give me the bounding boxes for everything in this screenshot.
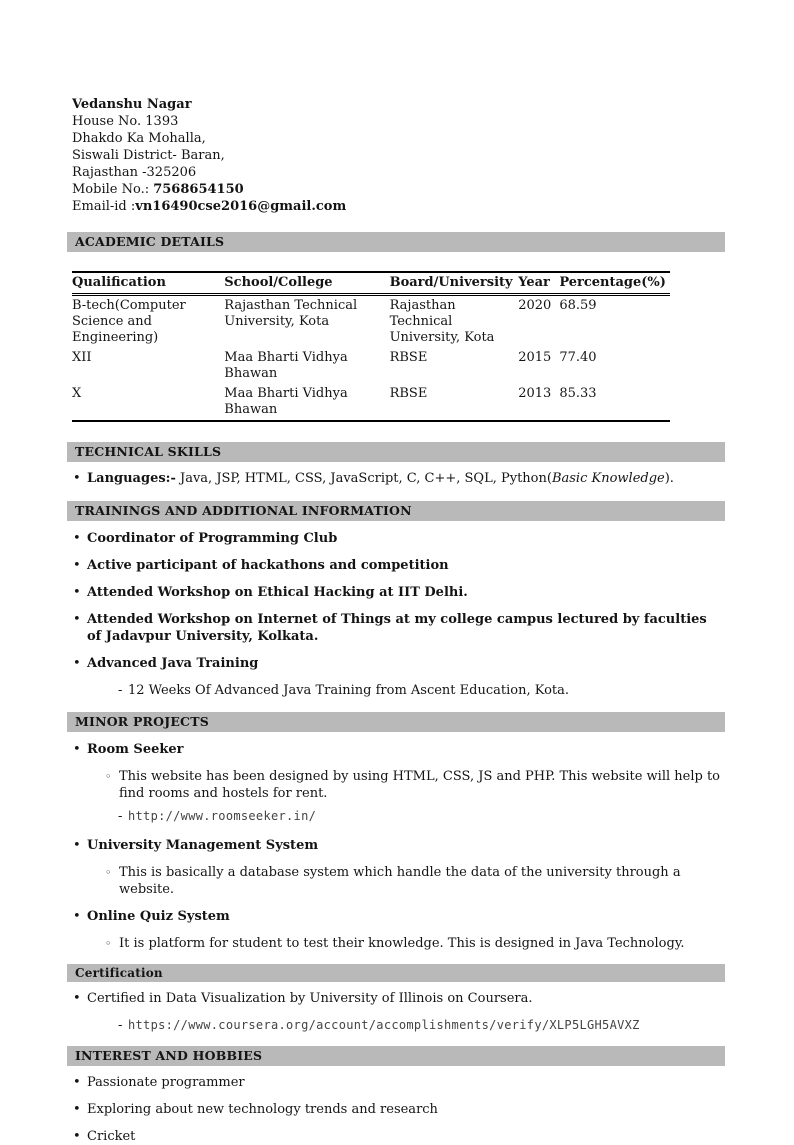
bullet-icon: • [73,656,81,671]
mobile-label: Mobile No.: [72,182,154,197]
col-header-board: Board/University [390,272,519,295]
section-header-certification [67,964,725,982]
certification-url-line [118,1017,725,1034]
table-header-row [72,272,670,295]
languages-text [87,470,725,487]
candidate-name: Vedanshu Nagar [72,97,192,112]
languages-label: Languages:- [87,471,176,486]
table-row [72,348,670,384]
address-line: House No. 1393 [72,114,179,129]
bullet-icon: • [73,1075,81,1090]
cell-percentage: 68.59 [559,298,597,313]
bullet-icon: • [73,1129,81,1144]
cell-qualification: B-tech(Computer Science and Engineering) [72,298,186,345]
project-name: • Online Quiz System [73,909,230,924]
section-header-technical-skills [67,442,725,462]
section-title: INTEREST AND HOBBIES [75,1048,263,1063]
circle-bullet-icon: ◦ [105,866,112,879]
bullet-icon: • [73,909,81,924]
list-item: • Advanced Java Training [73,656,259,671]
list-item: • Attended Workshop on Internet of Things at my college campus lectured by faculties of Jadavpur University, Kolkata. [73,612,707,644]
cell-school: Rajasthan Technical University, Kota [224,298,358,329]
list-subitem: - 12 Weeks Of Advanced Java Training from Ascent Education, Kota. [118,683,570,698]
cell-year: 2013 [518,386,552,401]
list-item-languages [73,470,725,487]
languages-suffix: ). [664,471,674,486]
list-item: • Active participant of hackathons and competition [73,558,449,573]
section-header-interest-hobbies [67,1046,725,1066]
address-line: Dhakdo Ka Mohalla, [72,131,206,146]
email-label: Email-id : [72,199,136,214]
project-description: ◦ This website has been designed by using HTML, CSS, JS and PHP. This website will help to find rooms and hostels for rent. [105,769,721,801]
hobbies-list [67,1074,725,1145]
bullet-icon: • [73,612,81,627]
cell-percentage: 85.33 [559,386,597,401]
circle-bullet-icon: ◦ [105,937,112,950]
certification-item: • Certified in Data Visualization by University of Illinois on Coursera. [73,991,533,1006]
cell-qualification: X [72,386,82,401]
cell-board: RBSE [389,350,428,365]
list-item: • Exploring about new technology trends and research [73,1102,438,1117]
cell-qualification: XII [72,350,92,365]
cell-year: 2020 [518,298,552,313]
project-name: • University Management System [73,838,319,853]
project-description: ◦ This is basically a database system which handle the data of the university through a website. [105,865,681,897]
address-line: Rajasthan -325206 [72,165,197,180]
cell-school: Maa Bharti Vidhya Bhawan [224,350,348,381]
col-header-percentage: Percentage(%) [559,272,670,295]
circle-bullet-icon: ◦ [105,770,112,783]
section-title: TECHNICAL SKILLS [75,444,222,459]
section-title: Certification [75,966,163,980]
bullet-icon: • [73,991,81,1006]
email-line [72,198,725,215]
section-title: TRAININGS AND ADDITIONAL INFORMATION [75,503,412,518]
section-header-academic-details [67,232,725,252]
contact-block [67,96,725,215]
certification-url[interactable]: https://www.coursera.org/account/accomplishments/verify/XLP5LGH5AVXZ [128,1018,640,1032]
project-url-line [118,808,725,825]
bullet-icon: • [73,742,81,757]
dash-icon: - [118,1018,123,1033]
bullet-icon: • [73,1102,81,1117]
mobile-number: 7568654150 [153,182,244,197]
languages-note: Basic Knowledge [551,471,665,486]
section-header-trainings [67,501,725,521]
projects-list [67,741,725,952]
project-description: ◦ It is platform for student to test their knowledge. This is designed in Java Technology. [105,936,685,951]
project-url[interactable]: http://www.roomseeker.in/ [128,809,317,823]
dash-icon: - [118,809,123,824]
bullet-icon: • [73,558,81,573]
academic-table [72,271,670,422]
col-header-year: Year [518,272,559,295]
cell-board: RBSE [389,386,428,401]
bullet-icon: • [73,838,81,853]
cell-school: Maa Bharti Vidhya Bhawan [224,386,348,417]
languages-list: Java, JSP, HTML, CSS, JavaScript, C, C++, SQL, Python( [175,471,552,486]
table-row [72,384,670,421]
list-item: • Coordinator of Programming Club [73,531,338,546]
cell-percentage: 77.40 [559,350,597,365]
section-title: MINOR PROJECTS [75,714,209,729]
dash-icon: - [118,683,123,698]
list-item: • Passionate programmer [73,1075,245,1090]
cell-year: 2015 [518,350,552,365]
trainings-list [67,530,725,699]
col-header-qualification: Qualification [72,272,224,295]
bullet-icon: • [73,471,81,486]
section-header-minor-projects [67,712,725,732]
list-item: • Cricket [73,1129,136,1144]
list-item: • Attended Workshop on Ethical Hacking at IIT Delhi. [73,585,468,600]
bullet-icon: • [73,585,81,600]
project-name: • Room Seeker [73,742,184,757]
mobile-line [72,181,725,198]
cell-board: Rajasthan Technical University, Kota [389,298,495,345]
bullet-icon: • [73,531,81,546]
address-line: Siswali District- Baran, [72,148,225,163]
email-address: vn16490cse2016@gmail.com [135,199,347,214]
section-title: ACADEMIC DETAILS [75,234,225,249]
table-row [72,295,670,349]
col-header-school: School/College [224,272,389,295]
